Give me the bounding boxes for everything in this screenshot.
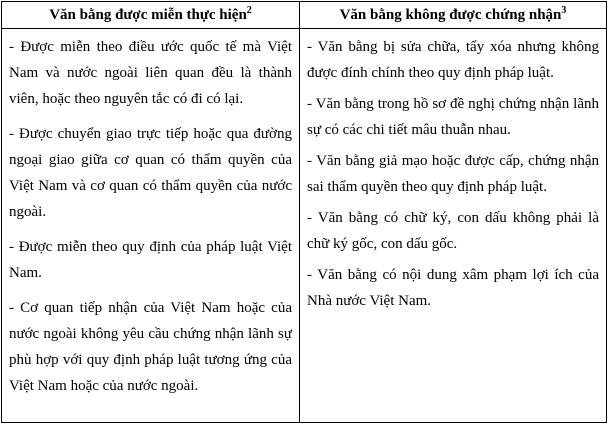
- footnote-marker: 3: [561, 4, 567, 16]
- header-exempt-label: Văn bằng được miễn thực hiện: [49, 6, 247, 23]
- header-not-certified-label: Văn bằng không được chứng nhận: [339, 6, 562, 23]
- table-body-row: [2, 29, 607, 423]
- list-item: - Cơ quan tiếp nhận của Việt Nam hoặc của nước ngoài không yêu cầu chứng nhận lãnh sự phù hợp với quy định pháp luật tương ứng của Việt Nam hoặc của nước ngoài.: [9, 300, 292, 394]
- list-item: - Văn bằng bị sửa chữa, tẩy xóa nhưng không được đính chính theo quy định pháp luật.: [307, 39, 599, 81]
- list-item: - Được chuyển giao trực tiếp hoặc qua đường ngoại giao giữa cơ quan có thẩm quyền của Việt Nam và cơ quan có thẩm quyền của nước ngoài.: [9, 126, 292, 220]
- footnote-marker: 2: [246, 4, 252, 16]
- header-exempt-diplomas: [2, 2, 300, 29]
- list-item: - Văn bằng có nội dung xâm phạm lợi ích của Nhà nước Việt Nam.: [307, 267, 599, 309]
- list-item: - Được miễn theo quy định của pháp luật Việt Nam.: [9, 239, 292, 281]
- exempt-cases-cell: [2, 29, 300, 423]
- list-item: - Được miễn theo điều ước quốc tế mà Việt Nam và nước ngoài liên quan đều là thành viên, hoặc theo nguyên tắc có đi có lại.: [9, 39, 292, 107]
- list-item: - Văn bằng trong hồ sơ đề nghị chứng nhận lãnh sự có các chi tiết mâu thuẫn nhau.: [307, 96, 599, 138]
- header-not-certified-diplomas: [300, 2, 607, 29]
- list-item: - Văn bằng giả mạo hoặc được cấp, chứng nhận sai thẩm quyền theo quy định pháp luật.: [307, 153, 599, 195]
- table-header-row: [2, 2, 607, 29]
- comparison-table: [1, 1, 607, 423]
- not-certified-cases-cell: [300, 29, 607, 423]
- list-item: - Văn bằng có chữ ký, con dấu không phải là chữ ký gốc, con dấu gốc.: [307, 210, 599, 252]
